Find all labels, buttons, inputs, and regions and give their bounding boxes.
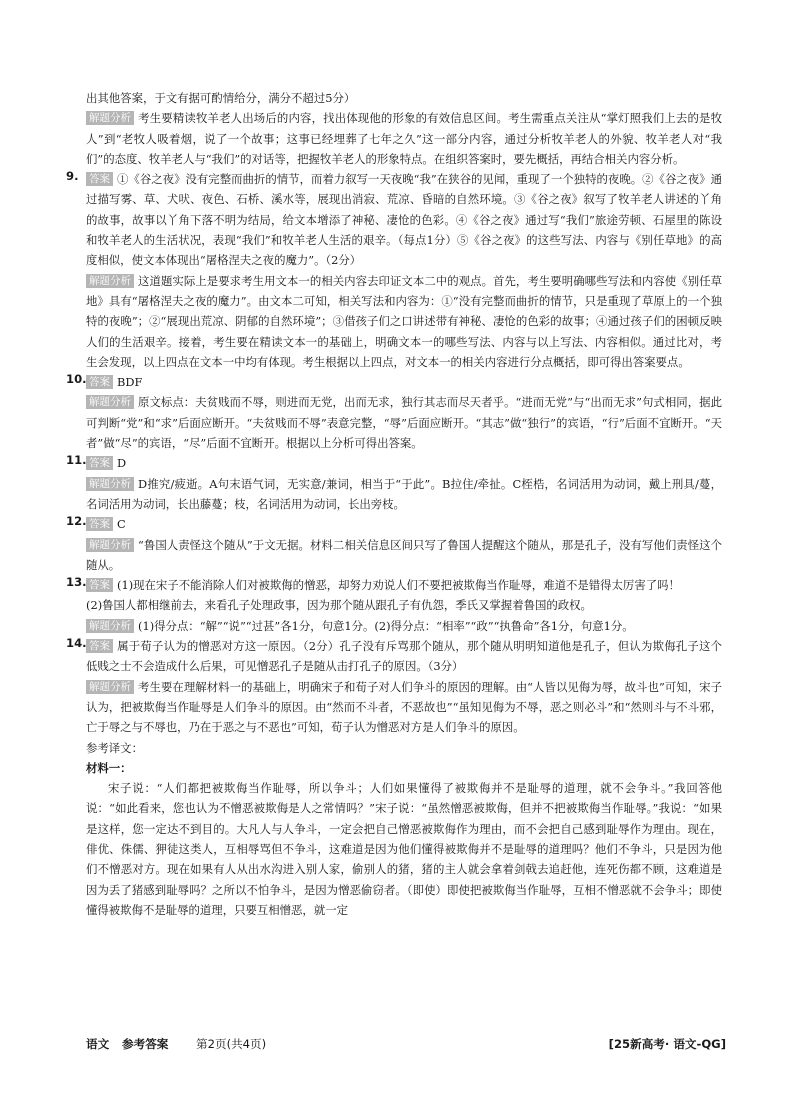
footer-exam-code: [25新高考· 语文-QG] [608,1037,726,1051]
answer-text: ①《谷之夜》没有完整而曲折的情节，而着力叙写一天夜晚“我”在狭谷的见闻，重现了一个独特的夜晚。②《谷之夜》通过描写雾、草、犬吠、夜色、石桥、溪水等，展现出消寂、荒凉、昏暗的自然环境。③《谷之夜》叙写了牧羊老人讲述的丫角的故事，故事以丫角下落不明为结局，给文本增添了神秘、凄怆的色彩。④《谷之夜》通过写“我们”旅途劳顿、石屋里的陈设和牧羊老人的生活状况，表现“我们”和牧羊老人生活的艰辛。（每点1分）⑤《谷之夜》的这些写法、内容与《别任草地》的高度相似，使文本体现出“屠格涅夫之夜的魔力”。（2分） [86,172,722,268]
answer-text: BDF [117,375,143,390]
answer-tag: 答案 [86,639,113,653]
answer-tag: 答案 [86,578,113,592]
analysis-block [86,535,722,576]
question-number: 14. [66,636,87,651]
footer-subject: 语文 [86,1037,110,1051]
question-number: 13. [66,575,87,590]
answer-block [86,453,722,473]
answer-tag: 答案 [86,172,113,186]
analysis-text: 这道题实际上是要求考生用文本一的相关内容去印证文本二中的观点。首先，考生要明确哪些写法和内容使《别任草地》具有“屠格涅夫之夜的魔力”。由文本二可知，相关写法和内容为：①“没有完整而曲折的情节，只是重现了草原上的一个独特的夜晚”；②“展现出荒凉、阴郁的自然环境”；③借孩子们之口讲述带有神秘、凄怆的色彩的故事；④通过孩子们的困顿反映人们的生活艰辛。接着，考生要在精读文本一的基础上，明确文本一的哪些写法、内容与以上写法、内容相似。通过比对，考生会发现，以上四点在文本一中均有体现。考生根据以上四点，对文本一的相关内容进行分点概括，即可得出答案要点。 [86,273,722,369]
question-12 [66,514,722,575]
answer-tag: 答案 [86,375,113,389]
analysis-block [86,474,722,515]
analysis-tag: 解题分析 [86,274,134,288]
question-10 [66,372,722,453]
lead-line: 出其他答案，于文有据可酌情给分，满分不超过5分） [86,91,356,105]
analysis-text: 考生要精读牧羊老人出场后的内容，找出体现他的形象的有效信息区间。考生需重点关注从“掌灯照我们上去的是牧人”到“老牧人吸着烟，说了一个故事；这事已经埋葬了七年之久”这一部分内容，通过分析牧羊老人的外貌、牧羊老人对“我们”的态度、牧羊老人与“我们”的对话等，把握牧羊老人的形象特点。在组织答案时，要先概括，再结合相关内容分析。 [86,111,722,166]
analysis-block-8 [86,108,722,169]
answer-text-2: (2)鲁国人都相继前去，来看孔子处理政事，因为那个随从跟孔子有仇怨，季氏又掌握着鲁国的政权。 [86,598,592,613]
analysis-text: D推究/疲逝。A句末语气词，无实意/兼词，相当于“于此”。B拉住/牵扯。C桎梏，名词活用为动词，戴上刑具/蔓，名词活用为动词，长出藤蔓；枝，名词活用为动词，长出旁枝。 [86,476,722,511]
answer-block [86,514,722,534]
analysis-block [86,271,722,372]
translation-heading: 参考译文： [86,740,143,755]
answer-block [86,372,722,392]
answer-block [86,169,722,270]
answer-text: 属于荀子认为的憎恶对方这一原因。（2分）孔子没有斥骂那个随从，那个随从明明知道他是孔子，但认为欺侮孔子这个低贱之士不会造成什么后果，可见憎恶孔子是随从击打孔子的原因。（3分） [86,639,722,674]
answer-text-1: (1)现在宋子不能消除人们对被欺侮的憎恶，却努力劝说人们不要把被欺侮当作耻辱，难道不是错得太厉害了吗！ [117,578,680,593]
analysis-text: “鲁国人责怪这个随从”于文无据。材料二相关信息区间只写了鲁国人提醒这个随从，那是孔子，没有写他们责怪这个随从。 [86,537,722,572]
analysis-tag: 解题分析 [86,619,134,633]
analysis-block [86,392,722,453]
analysis-tag: 解题分析 [86,111,134,125]
translation-body: 宋子说：“人们都把被欺侮当作耻辱，所以争斗；人们如果懂得了被欺侮并不是耻辱的道理，就不会争斗。”我回答他说：“如此看来，您也认为不憎恶被欺侮是人之常情吗？”宋子说：“虽然憎恶被欺侮，但并不把被欺侮当作耻辱。”我说：“如果是这样，您一定达不到目的。大凡人与人争斗，一定会把自己憎恶被欺侮作为理由，而不会把自己感到耻辱作为理由。现在，俳优、侏儒、狎徒这类人，互相辱骂但不争斗，这难道是因为他们懂得被欺侮并不是耻辱的道理吗？他们不争斗，只是因为他们不憎恶对方。现在如果有人从出水沟进入别人家，偷别人的猪，猪的主人就会拿着剑戟去追赶他，连死伤都不顾，这难道是因为丢了猪感到耻辱吗？之所以不怕争斗，是因为憎恶偷窃者。（即使）即使把被欺侮当作耻辱，互相不憎恶就不会争斗；即使懂得被欺侮不是耻辱的道理，只要互相憎恶，就一定 [86,781,722,917]
analysis-tag: 解题分析 [86,395,134,409]
footer-doc-title: 参考答案 [122,1037,169,1051]
material-1-label: 材料一： [86,760,132,775]
answer-tag: 答案 [86,517,113,531]
question-number: 10. [66,372,87,387]
question-number: 11. [66,453,87,468]
analysis-block [86,677,722,738]
answer-page [66,88,722,920]
question-11 [66,453,722,514]
analysis-tag: 解题分析 [86,477,134,491]
answer-block [86,636,722,677]
analysis-text: (1)得分点：“解”“说”“过甚”各1分，句意1分。(2)得分点：“相率”“政”“执鲁命”各1分，句意1分。 [138,618,634,633]
question-number: 9. [66,169,79,184]
answer-text: D [117,456,127,471]
answer-block [86,575,722,595]
question-9 [66,169,722,372]
answer-text: C [117,517,126,532]
analysis-block [86,616,722,636]
analysis-text: 考生要在理解材料一的基础上，明确宋子和荀子对人们争斗的原因的理解。由“人皆以见侮为辱，故斗也”可知，宋子认为，把被欺侮当作耻辱是人们争斗的原因。由“然而不斗者，不恶故也”“虽知见侮为不辱，恶之则必斗”和“然则斗与不斗邪，亡于辱之与不辱也，乃在于恶之与不恶也”可知，荀子认为憎恶对方是人们争斗的原因。 [86,679,722,735]
analysis-text: 原文标点：夫贫贱而不辱，则进而无党，出而无求，独行其志而尽天者乎。“进而无党”与“出而无求”句式相同，据此可判断“党”和“求”后面应断开。“夫贫贱而不辱”表意完整，“辱”后面应断开。“其志”做“独行”的宾语，“行”后面不宜断开。“天者”做“尽”的宾语，“尽”后面不宜断开。根据以上分析可得出答案。 [86,395,722,451]
question-number: 12. [66,514,87,529]
footer-page-number: 第2页(共4页) [196,1037,267,1051]
question-13 [66,575,722,636]
analysis-tag: 解题分析 [86,538,134,552]
question-14 [66,636,722,737]
analysis-tag: 解题分析 [86,680,134,694]
answer-tag: 答案 [86,456,113,470]
